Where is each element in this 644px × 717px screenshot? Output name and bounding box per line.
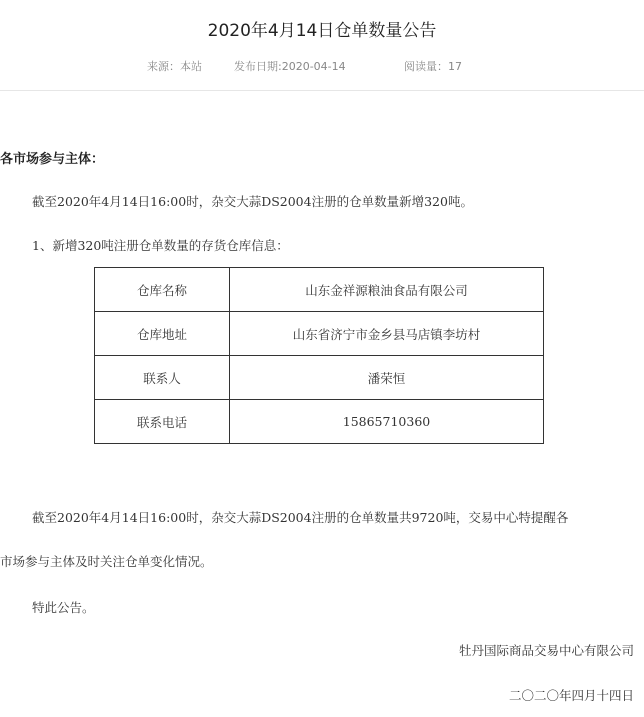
paragraph-total-receipts-cont: 市场参与主体及时关注仓单变化情况。 [0, 554, 213, 569]
warehouse-info-table [94, 267, 544, 444]
table-cell-label: 仓库名称 [95, 268, 230, 312]
table-row [95, 312, 544, 356]
table-row [95, 356, 544, 400]
table-cell-value: 山东省济宁市金乡县马店镇李坊村 [230, 312, 544, 356]
table-row [95, 400, 544, 444]
table-cell-label: 联系人 [95, 356, 230, 400]
table-cell-value: 15865710360 [230, 400, 544, 444]
meta-source: 来源：本站 [147, 60, 202, 73]
meta-view-count: 阅读量：17 [404, 60, 462, 73]
header-divider [0, 90, 644, 91]
table-row [95, 268, 544, 312]
table-cell-label: 联系电话 [95, 400, 230, 444]
meta-publish-date: 发布日期:2020-04-14 [234, 60, 346, 73]
signature-date: 二〇二〇年四月十四日 [508, 688, 634, 703]
paragraph-total-receipts: 截至2020年4月14日16:00时，杂交大蒜DS2004注册的仓单数量共9720吨，交易中心特提醒各 [32, 510, 569, 525]
paragraph-new-receipts: 截至2020年4月14日16:00时，杂交大蒜DS2004注册的仓单数量新增320吨。 [32, 194, 473, 209]
table-cell-value: 山东金祥源粮油食品有限公司 [230, 268, 544, 312]
signature-organization: 牡丹国际商品交易中心有限公司 [458, 643, 634, 658]
salutation: 各市场参与主体： [0, 152, 105, 167]
table-cell-value: 潘荣恒 [230, 356, 544, 400]
page-title: 2020年4月14日仓单数量公告 [207, 21, 437, 41]
closing-statement: 特此公告。 [32, 600, 95, 615]
paragraph-warehouse-intro: 1、新增320吨注册仓单数量的存货仓库信息： [32, 238, 289, 253]
table-cell-label: 仓库地址 [95, 312, 230, 356]
